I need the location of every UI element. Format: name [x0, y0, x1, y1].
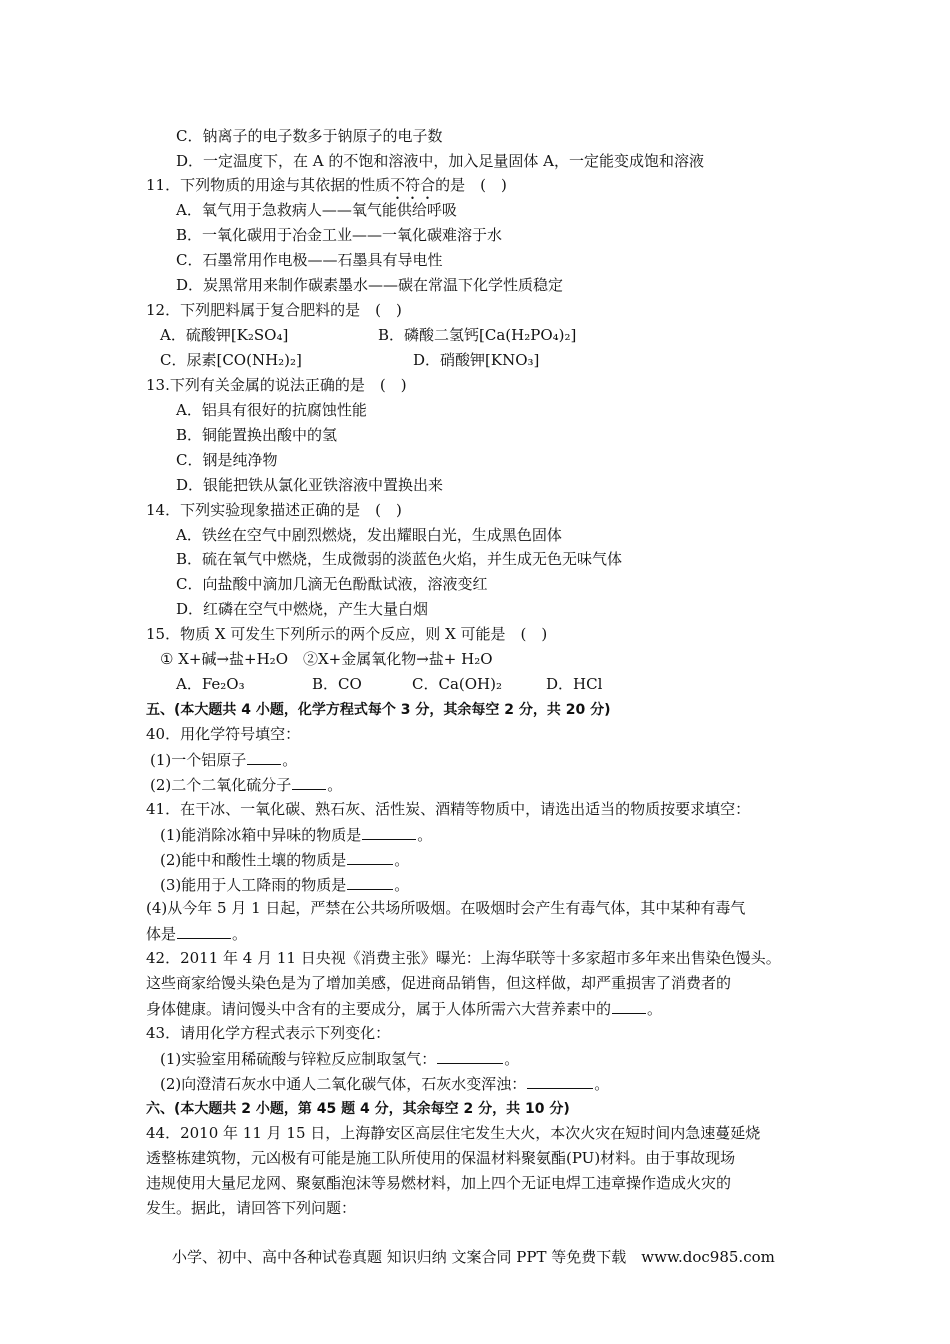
- text: 。: [594, 1075, 610, 1093]
- text: 。: [394, 851, 410, 869]
- text: 14．下列实验现象描述正确的是 ( ): [146, 501, 402, 519]
- text-line: [176, 225, 502, 245]
- footer-text: 小学、初中、高中各种试卷真题 知识归纳 文案合同 PPT 等免费下载 www.doc985.com: [172, 1248, 775, 1266]
- text-line: [176, 549, 622, 569]
- text: B．一氧化碳用于冶金工业——一氧化碳难溶于水: [176, 226, 503, 244]
- text: C．石墨常用作电极——石墨具有导电性: [176, 251, 443, 269]
- answer-blank[interactable]: [612, 998, 646, 1014]
- answer-blank[interactable]: [362, 824, 416, 840]
- text: D．银能把铁从氯化亚铁溶液中置换出来: [176, 476, 444, 494]
- text-line: [176, 126, 442, 146]
- text-line: [176, 250, 442, 270]
- text: (2)向澄清石灰水中通人二氧化碳气体，石灰水变浑浊：: [160, 1075, 527, 1093]
- text-line: [146, 923, 247, 943]
- text: 15．物质 X 可发生下列所示的两个反应，则 X 可能是 ( ): [146, 625, 548, 643]
- text-line: [160, 849, 409, 869]
- text-line: [176, 151, 704, 171]
- answer-blank[interactable]: [347, 849, 393, 865]
- text-line: [160, 824, 432, 844]
- section-heading: 五、(本大题共 4 小题，化学方程式每个 3 分，其余每空 2 分，共 20 分): [146, 702, 611, 718]
- text-line: [160, 874, 409, 894]
- text-line: [176, 200, 457, 220]
- text: 42．2011 年 4 月 11 日央视《消费主张》曝光：上海华联等十多家超市多年来出售染色馒头。: [146, 949, 781, 967]
- text-line: [160, 649, 493, 669]
- text-line: [176, 674, 816, 694]
- text-line: [176, 574, 487, 594]
- text-line: [146, 1173, 731, 1193]
- answer-option: D．HCl: [546, 675, 603, 693]
- text-line: [146, 699, 611, 719]
- text-line: [146, 1198, 356, 1218]
- text: A．氧气用于急救病人——氧气能供给呼吸: [176, 201, 457, 219]
- text-line: [146, 1148, 735, 1168]
- answer-option: A．硫酸钾[K₂SO₄]: [160, 326, 289, 344]
- answer-blank[interactable]: [247, 749, 281, 765]
- answer-blank[interactable]: [292, 774, 326, 790]
- text-line: [146, 300, 402, 320]
- text: 的是 ( ): [435, 176, 507, 194]
- text-line: [146, 175, 507, 195]
- text: 违规使用大量尼龙网、聚氨酯泡沫等易燃材料，加上四个无证电焊工违章操作造成火灾的: [146, 1174, 732, 1192]
- section-heading: 六、(本大题共 2 小题，第 45 题 4 分，其余每空 2 分，共 10 分): [146, 1101, 570, 1117]
- answer-option: B．磷酸二氢钙[Ca(H₂PO₄)₂]: [378, 326, 577, 344]
- text: 发生。据此，请回答下列问题：: [146, 1199, 357, 1217]
- text-line: [146, 948, 781, 968]
- answer-blank[interactable]: [527, 1073, 593, 1089]
- text: C．钢是纯净物: [176, 451, 278, 469]
- text: ① X+碱→盐+H₂O ②X+金属氧化物→盐+ H₂O: [160, 650, 493, 668]
- answer-option: D．硝酸钾[KNO₃]: [413, 351, 540, 369]
- text-line: [176, 275, 563, 295]
- text-line: [160, 1048, 519, 1068]
- text: (2)能中和酸性土壤的物质是: [160, 851, 347, 869]
- text: 体是: [146, 925, 177, 943]
- text: B．铜能置换出酸中的氢: [176, 426, 338, 444]
- text: D．一定温度下，在 A 的不饱和溶液中，加入足量固体 A，一定能变成饱和溶液: [176, 152, 704, 170]
- text: 41．在干冰、一氧化碳、熟石灰、活性炭、酒精等物质中，请选出适当的物质按要求填空：: [146, 800, 751, 818]
- text-line: [150, 774, 342, 794]
- emphasized-text: 不符合: [390, 176, 436, 194]
- text-line: [146, 1023, 390, 1043]
- text: 。: [394, 876, 410, 894]
- text: 12．下列肥料属于复合肥料的是 ( ): [146, 301, 402, 319]
- text-line: [146, 973, 731, 993]
- text: 。: [232, 925, 248, 943]
- text: 这些商家给馒头染色是为了增加美感，促进商品销售，但这样做，却严重损害了消费者的: [146, 974, 732, 992]
- text: (1)能消除冰箱中异味的物质是: [160, 826, 362, 844]
- answer-blank[interactable]: [437, 1048, 503, 1064]
- text: (4)从今年 5 月 1 日起，严禁在公共场所吸烟。在吸烟时会产生有毒气体，其中某种有毒气: [146, 899, 746, 917]
- text-line: [146, 998, 662, 1018]
- text-line: [176, 599, 428, 619]
- text: C．钠离子的电子数多于钠原子的电子数: [176, 127, 443, 145]
- text: 。: [282, 751, 298, 769]
- answer-option: C．Ca(OH)₂: [412, 675, 502, 693]
- text: C．向盐酸中滴加几滴无色酚酞试液，溶液变红: [176, 575, 488, 593]
- answer-blank[interactable]: [347, 874, 393, 890]
- text: D．炭黑常用来制作碳素墨水——碳在常温下化学性质稳定: [176, 276, 564, 294]
- text-line: [146, 1098, 570, 1118]
- text: A．铁丝在空气中剧烈燃烧，发出耀眼白光，生成黑色固体: [176, 526, 562, 544]
- text-line: [146, 724, 300, 744]
- answer-option: C．尿素[CO(NH₂)₂]: [160, 351, 302, 369]
- text: (2)二个二氧化硫分子: [150, 776, 292, 794]
- text-line: [160, 1073, 609, 1093]
- text: 。: [504, 1050, 520, 1068]
- text-line: [146, 898, 745, 918]
- text-line: [160, 325, 800, 345]
- text: D．红磷在空气中燃烧，产生大量白烟: [176, 600, 429, 618]
- text-line: [176, 425, 337, 445]
- answer-option: B．CO: [312, 675, 362, 693]
- text: (1)一个铝原子: [150, 751, 247, 769]
- text-line: [146, 624, 547, 644]
- text-line: [146, 500, 402, 520]
- text-line: [146, 375, 407, 395]
- text: 44．2010 年 11 月 15 日，上海静安区高层住宅发生大火，本次火灾在短时间内急速蔓延烧: [146, 1124, 761, 1142]
- text: 13.下列有关金属的说法正确的是 ( ): [146, 376, 407, 394]
- text-line: [150, 749, 297, 769]
- text-line: [146, 1123, 760, 1143]
- text-line: [146, 799, 750, 819]
- text: 透整栋建筑物，元凶极有可能是施工队所使用的保温材料聚氨酯(PU)材料。由于事故现场: [146, 1149, 736, 1167]
- text-line: [176, 525, 562, 545]
- text: 。: [327, 776, 343, 794]
- text: A．铝具有很好的抗腐蚀性能: [176, 401, 367, 419]
- text: 40．用化学符号填空：: [146, 725, 301, 743]
- text: 11．下列物质的用途与其依据的性质: [146, 176, 391, 194]
- text-line: [176, 400, 367, 420]
- text-line: [176, 450, 277, 470]
- text: 身体健康。请问馒头中含有的主要成分，属于人体所需六大营养素中的: [146, 1000, 612, 1018]
- text: 43．请用化学方程式表示下列变化：: [146, 1024, 391, 1042]
- text: (1)实验室用稀硫酸与锌粒反应制取氢气：: [160, 1050, 437, 1068]
- answer-option: A．Fe₂O₃: [176, 675, 245, 693]
- text: (3)能用于人工降雨的物质是: [160, 876, 347, 894]
- text-line: [176, 475, 443, 495]
- text: B．硫在氧气中燃烧，生成微弱的淡蓝色火焰，并生成无色无味气体: [176, 550, 623, 568]
- text: 。: [417, 826, 433, 844]
- text: 。: [647, 1000, 663, 1018]
- answer-blank[interactable]: [177, 923, 231, 939]
- text-line: [160, 350, 800, 370]
